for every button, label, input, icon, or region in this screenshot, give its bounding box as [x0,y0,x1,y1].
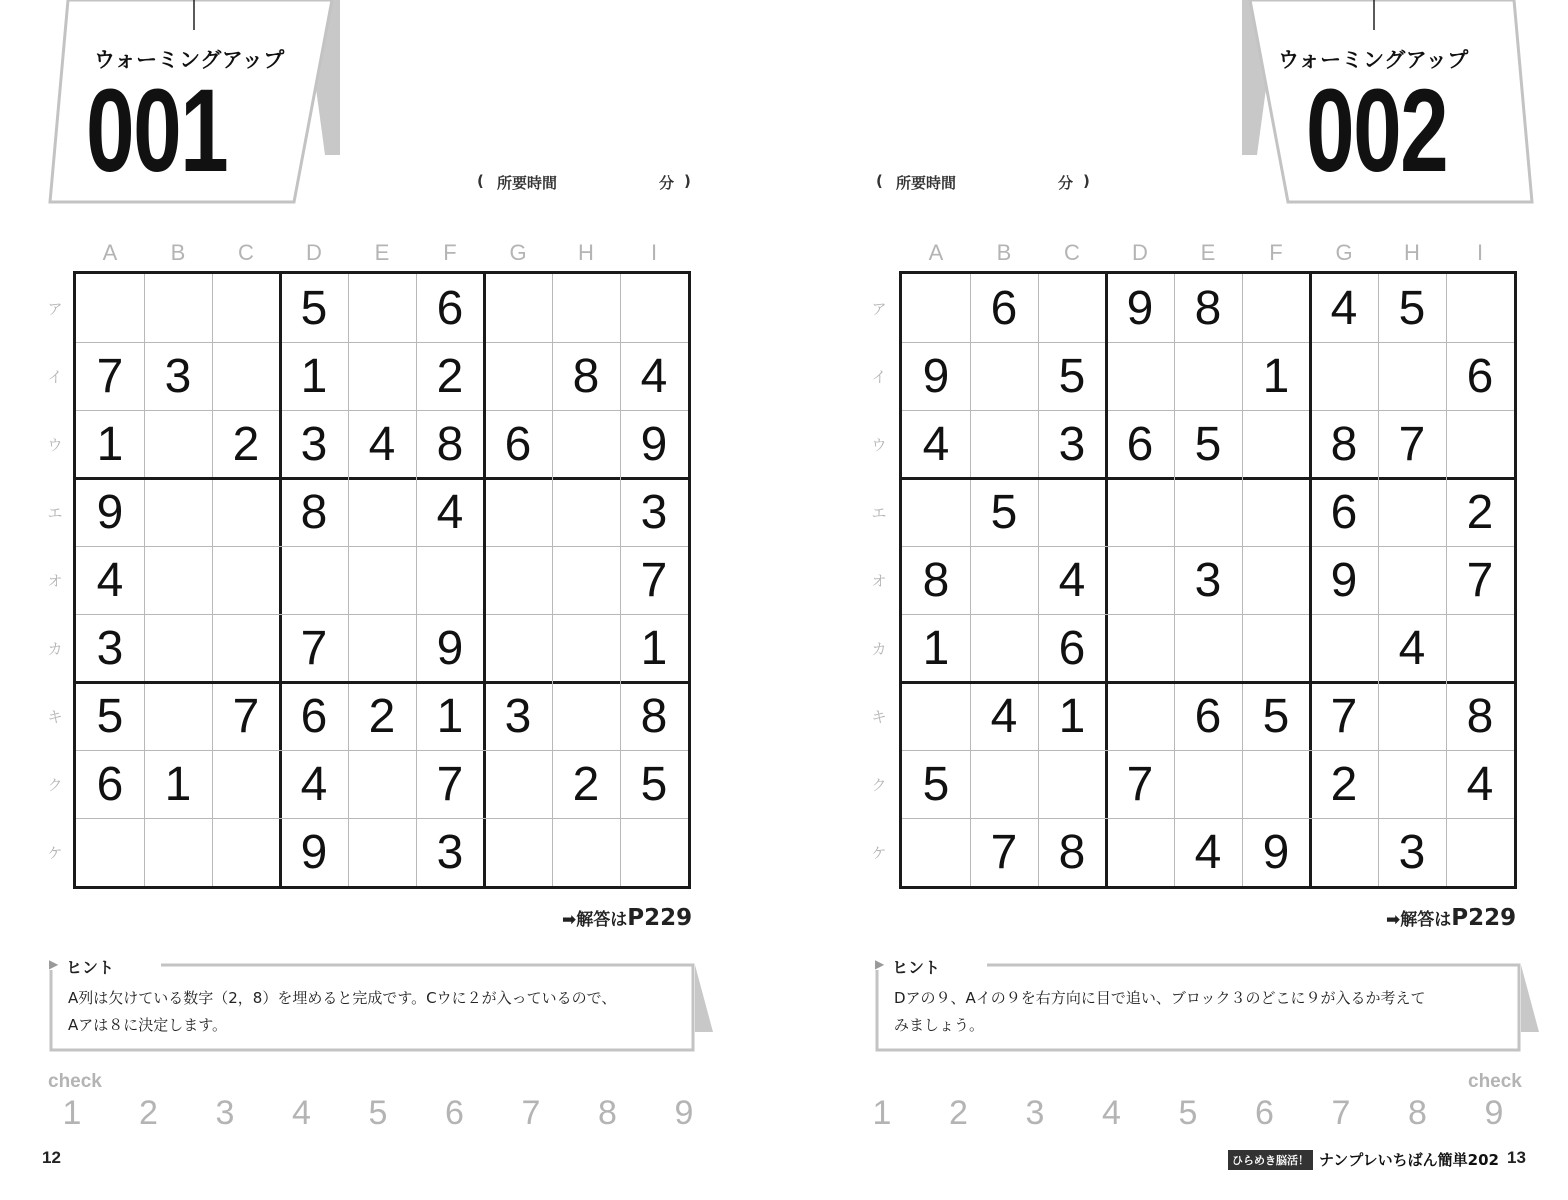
sudoku-cell[interactable]: 5 [640,757,668,811]
sudoku-cell[interactable] [1446,614,1514,682]
sudoku-cell[interactable]: 7 [96,349,124,403]
sudoku-cell[interactable]: 6 [1194,689,1222,743]
sudoku-cell[interactable] [1446,274,1514,342]
sudoku-grid [899,271,1517,889]
sudoku-cell[interactable] [212,342,280,410]
sudoku-cell[interactable]: 9 [1330,553,1358,607]
page-left: ウォーミングアップ 001 ( 所要時間 分 ) A B C D E F G H I ア イ ウ エ オ カ キ ク ケ 5 6 7 3 1 2 8 4 1 2 3 4 8 6 9 9 8 4 3 4 7 3 7 9 1 5 7 6 2 1 3 8 6 1 4 7 2 5 9 3 ➡解答はP229 ▶ ヒント A列は欠けている数字（2，8）を埋めると完成です。Cウに２が入っているので、 Aアは８に決定します。 check 1 2 3 4 5 6 7 8 9 12 [0,0,784,1200]
sudoku-cell[interactable] [1174,478,1242,546]
puzzle-number: 001 [86,65,228,197]
sudoku-cell[interactable] [1174,614,1242,682]
column-label: B [996,240,1012,265]
sudoku-cell[interactable] [484,274,552,342]
check-label: check [48,1071,102,1092]
sudoku-cell[interactable]: 9 [300,825,328,879]
sudoku-cell[interactable]: 7 [990,825,1018,879]
column-label: A [102,240,118,265]
sudoku-cell[interactable] [1242,274,1310,342]
sudoku-cell[interactable]: 5 [1262,689,1290,743]
sudoku-cell[interactable] [1378,682,1446,750]
column-label: H [1404,240,1420,265]
sudoku-cell[interactable]: 7 [436,757,464,811]
check-number[interactable]: 4 [1102,1094,1121,1132]
sudoku-cell[interactable] [144,274,212,342]
sudoku-cell[interactable]: 6 [504,417,532,471]
row-label: イ [871,369,887,386]
check-number[interactable]: 2 [949,1094,968,1132]
sudoku-cell[interactable]: 3 [164,349,192,403]
sudoku-cell[interactable] [1106,818,1174,886]
column-label: C [1064,240,1080,265]
sudoku-cell[interactable]: 7 [232,689,260,743]
sudoku-cell[interactable]: 1 [164,757,192,811]
sudoku-cell[interactable]: 3 [1058,417,1086,471]
page-number: 13 [1507,1148,1526,1167]
sudoku-cell[interactable] [1106,342,1174,410]
sudoku-cell[interactable] [212,614,280,682]
sudoku-cell[interactable]: 3 [1398,825,1426,879]
sudoku-cell[interactable] [144,410,212,478]
sudoku-cell[interactable] [1174,750,1242,818]
sudoku-cell[interactable] [144,818,212,886]
column-label: A [928,240,944,265]
sudoku-cell[interactable]: 6 [1058,621,1086,675]
sudoku-cell[interactable]: 9 [922,349,950,403]
check-number[interactable]: 8 [598,1094,617,1132]
sudoku-cell[interactable]: 8 [922,553,950,607]
sudoku-cell[interactable]: 4 [1398,621,1426,675]
check-number[interactable]: 3 [215,1094,235,1132]
hint-text: A列は欠けている数字（2，8）を埋めると完成です。Cウに２が入っているので、 Aアは８に決定します。 [68,989,617,1034]
sudoku-cell[interactable] [1446,410,1514,478]
sudoku-cell[interactable] [1106,546,1174,614]
sudoku-cell[interactable] [970,546,1038,614]
sudoku-cell[interactable] [212,750,280,818]
sudoku-cell[interactable]: 9 [96,485,124,539]
sudoku-cell[interactable]: 4 [922,417,950,471]
sudoku-cell[interactable] [552,818,620,886]
sudoku-cell[interactable] [970,342,1038,410]
row-label: エ [871,505,887,522]
sudoku-cell[interactable]: 6 [1330,485,1358,539]
column-label: F [1269,240,1283,265]
sudoku-cell[interactable] [1378,342,1446,410]
sudoku-cell[interactable]: 4 [1194,825,1222,879]
sudoku-cell[interactable]: 8 [1058,825,1086,879]
row-label: ケ [871,845,887,862]
sudoku-cell[interactable]: 3 [504,689,532,743]
check-number[interactable]: 5 [368,1094,388,1132]
sudoku-cell[interactable]: 5 [1058,349,1086,403]
sudoku-cell[interactable]: 1 [640,621,668,675]
sudoku-cell[interactable]: 6 [1466,349,1494,403]
row-label: キ [47,709,63,726]
row-label: ケ [47,845,63,862]
sudoku-cell[interactable] [484,342,552,410]
check-number[interactable]: 7 [1331,1094,1351,1132]
check-number[interactable]: 1 [62,1094,82,1132]
row-label: カ [47,641,63,658]
sudoku-cell[interactable]: 1 [1262,349,1290,403]
sudoku-cell[interactable] [552,410,620,478]
sudoku-cell[interactable] [1038,274,1106,342]
sudoku-cell[interactable]: 5 [300,281,328,335]
sudoku-cell[interactable]: 4 [1466,757,1494,811]
sudoku-cell[interactable] [484,546,552,614]
row-label: ク [47,777,63,794]
row-label: カ [871,641,887,658]
sudoku-cell[interactable]: 4 [1330,281,1358,335]
check-number[interactable]: 6 [445,1094,464,1132]
sudoku-cell[interactable] [348,478,416,546]
hint-text: Dアの９、Aイの９を右方向に目で追い、ブロック３のどこに９が入るか考えて みましょう。 [894,989,1426,1034]
page-number: 12 [42,1148,61,1167]
sudoku-cell[interactable]: 3 [300,417,328,471]
sudoku-cell[interactable] [348,614,416,682]
sudoku-cell[interactable]: 8 [1194,281,1222,335]
sudoku-cell[interactable] [76,818,144,886]
sudoku-cell[interactable]: 4 [436,485,464,539]
hint-title: ヒント [66,958,115,977]
sudoku-cell[interactable] [1310,818,1378,886]
sudoku-cell[interactable] [484,614,552,682]
sudoku-cell[interactable] [902,818,970,886]
sudoku-cell[interactable]: 8 [640,689,668,743]
sudoku-cell[interactable] [620,818,688,886]
check-number[interactable]: 1 [872,1094,892,1132]
row-label: オ [47,573,63,590]
sudoku-cell[interactable] [1242,478,1310,546]
check-number[interactable]: 7 [521,1094,541,1132]
row-label: キ [871,709,887,726]
sudoku-cell[interactable]: 2 [436,349,464,403]
sudoku-cell[interactable] [970,750,1038,818]
sudoku-cell[interactable] [1038,478,1106,546]
check-number[interactable]: 6 [1255,1094,1274,1132]
sudoku-cell[interactable] [970,614,1038,682]
sudoku-cell[interactable]: 1 [300,349,328,403]
sudoku-cell[interactable] [552,546,620,614]
row-label: イ [47,369,63,386]
sudoku-cell[interactable] [1378,478,1446,546]
sudoku-cell[interactable] [348,818,416,886]
sudoku-cell[interactable] [902,274,970,342]
sudoku-cell[interactable] [552,478,620,546]
sudoku-cell[interactable]: 5 [1194,417,1222,471]
sudoku-cell[interactable] [1242,750,1310,818]
sudoku-cell[interactable] [552,614,620,682]
puzzle-subtitle: ウォーミングアップ [94,48,285,72]
sudoku-cell[interactable] [620,274,688,342]
sudoku-cell[interactable]: 1 [1058,689,1086,743]
sudoku-cell[interactable]: 3 [96,621,124,675]
sudoku-cell[interactable] [552,682,620,750]
sudoku-cell[interactable] [1174,342,1242,410]
sudoku-cell[interactable]: 2 [368,689,396,743]
check-number[interactable]: 4 [292,1094,311,1132]
sudoku-cell[interactable]: 7 [1126,757,1154,811]
check-number[interactable]: 9 [1484,1094,1504,1132]
sudoku-cell[interactable] [1106,614,1174,682]
sudoku-cell[interactable]: 4 [1058,553,1086,607]
sudoku-cell[interactable] [348,750,416,818]
sudoku-cell[interactable] [144,614,212,682]
sudoku-cell[interactable]: 4 [300,757,328,811]
sudoku-cell[interactable]: 7 [1466,553,1494,607]
sudoku-cell[interactable] [484,478,552,546]
hint-marker-icon: ▶ [49,957,59,971]
check-number[interactable]: 9 [674,1094,694,1132]
check-number[interactable]: 8 [1408,1094,1427,1132]
sudoku-cell[interactable]: 6 [990,281,1018,335]
sudoku-cell[interactable]: 2 [572,757,600,811]
sudoku-cell[interactable] [1038,750,1106,818]
sudoku-cell[interactable] [76,274,144,342]
sudoku-cell[interactable] [902,682,970,750]
row-label: ク [871,777,887,794]
sudoku-cell[interactable] [144,478,212,546]
sudoku-cell[interactable] [484,818,552,886]
sudoku-cell[interactable] [1242,546,1310,614]
sudoku-cell[interactable]: 3 [1194,553,1222,607]
sudoku-cell[interactable] [1106,478,1174,546]
sudoku-cell[interactable] [280,546,348,614]
sudoku-cell[interactable]: 9 [640,417,668,471]
column-label: I [1476,240,1484,265]
sudoku-cell[interactable]: 9 [436,621,464,675]
check-label: check [1468,1071,1522,1092]
sudoku-cell[interactable]: 1 [96,417,124,471]
sudoku-cell[interactable] [144,546,212,614]
sudoku-cell[interactable] [212,546,280,614]
sudoku-cell[interactable] [212,818,280,886]
sudoku-cell[interactable]: 7 [1330,689,1358,743]
sudoku-cell[interactable]: 9 [1262,825,1290,879]
sudoku-cell[interactable]: 8 [1466,689,1494,743]
answer-page-reference: ➡解答はP229 [1386,905,1517,931]
sudoku-cell[interactable]: 7 [640,553,668,607]
hint-title: ヒント [892,958,941,977]
sudoku-cell[interactable] [1378,546,1446,614]
row-label: ア [871,301,887,318]
sudoku-cell[interactable] [1242,410,1310,478]
sudoku-cell[interactable] [1242,614,1310,682]
check-number[interactable]: 3 [1025,1094,1045,1132]
page-right: ウォーミングアップ 002 ( 所要時間 分 ) A B C D E F G H I ア イ ウ エ オ カ キ ク ケ 6 9 8 4 5 9 5 1 6 4 3 6 5 8 7 5 6 2 8 4 3 9 7 1 6 4 4 1 6 5 7 8 5 7 2 4 7 8 4 9 3 ➡解答はP229 ▶ ヒント Dアの９、Aイの９を右方向に目で追い、ブロック３のどこに９が入るか考えて みましょう。 check 1 2 3 4 5 6 7 8 9 ひらめき脳活！ ナンプレいちばん簡単202 13 [784,0,1568,1200]
sudoku-cell[interactable]: 7 [300,621,328,675]
column-label: D [306,240,322,265]
sudoku-cell[interactable]: 4 [368,417,396,471]
sudoku-cell[interactable] [1378,750,1446,818]
sudoku-cell[interactable]: 5 [922,757,950,811]
sudoku-cell[interactable] [212,478,280,546]
sudoku-cell[interactable]: 1 [922,621,950,675]
sudoku-cell[interactable]: 3 [640,485,668,539]
sudoku-cell[interactable]: 7 [1398,417,1426,471]
book-title: ナンプレいちばん簡単202 [1319,1151,1499,1169]
check-number[interactable]: 5 [1178,1094,1198,1132]
sudoku-cell[interactable]: 8 [1330,417,1358,471]
sudoku-cell[interactable]: 4 [640,349,668,403]
sudoku-cell[interactable]: 5 [990,485,1018,539]
sudoku-cell[interactable] [348,546,416,614]
sudoku-cell[interactable]: 2 [1466,485,1494,539]
column-label: G [509,240,527,265]
hint-marker-icon: ▶ [875,957,885,971]
sudoku-cell[interactable]: 3 [436,825,464,879]
sudoku-cell[interactable] [484,750,552,818]
row-label: オ [871,573,887,590]
sudoku-cell[interactable]: 8 [436,417,464,471]
sudoku-cell[interactable] [552,274,620,342]
sudoku-cell[interactable] [348,274,416,342]
answer-page-reference: ➡解答はP229 [562,905,693,931]
column-label: G [1335,240,1353,265]
column-label: H [578,240,594,265]
row-label: ウ [47,437,63,454]
column-label: I [650,240,658,265]
sudoku-cell[interactable]: 5 [1398,281,1426,335]
sudoku-cell[interactable] [970,410,1038,478]
sudoku-cell[interactable]: 6 [96,757,124,811]
row-label: エ [47,505,63,522]
sudoku-cell[interactable] [1106,682,1174,750]
series-badge: ひらめき脳活！ [1228,1150,1313,1170]
sudoku-cell[interactable]: 6 [300,689,328,743]
sudoku-cell[interactable]: 9 [1126,281,1154,335]
sudoku-cell[interactable] [902,478,970,546]
sudoku-cell[interactable]: 6 [436,281,464,335]
sudoku-cell[interactable]: 4 [990,689,1018,743]
column-label: D [1132,240,1148,265]
sudoku-cell[interactable]: 8 [300,485,328,539]
sudoku-cell[interactable]: 2 [1330,757,1358,811]
sudoku-cell[interactable] [212,274,280,342]
sudoku-cell[interactable] [416,546,484,614]
sudoku-cell[interactable] [144,682,212,750]
row-label: ア [47,301,63,318]
sudoku-grid [73,271,691,889]
column-label: C [238,240,254,265]
puzzle-number: 002 [1306,65,1448,197]
book-title-footer [1228,1149,1499,1170]
sudoku-cell[interactable]: 8 [572,349,600,403]
sudoku-cell[interactable]: 5 [96,689,124,743]
sudoku-cell[interactable] [348,342,416,410]
column-label: B [170,240,186,265]
sudoku-cell[interactable]: 4 [96,553,124,607]
sudoku-cell[interactable]: 2 [232,417,260,471]
check-number[interactable]: 2 [139,1094,158,1132]
puzzle-subtitle: ウォーミングアップ [1278,48,1469,72]
sudoku-cell[interactable] [1310,342,1378,410]
column-label: E [1200,240,1216,265]
row-label: ウ [871,437,887,454]
sudoku-cell[interactable]: 1 [436,689,464,743]
column-label: E [374,240,390,265]
sudoku-cell[interactable] [1310,614,1378,682]
sudoku-cell[interactable]: 6 [1126,417,1154,471]
column-label: F [443,240,457,265]
sudoku-cell[interactable] [1446,818,1514,886]
